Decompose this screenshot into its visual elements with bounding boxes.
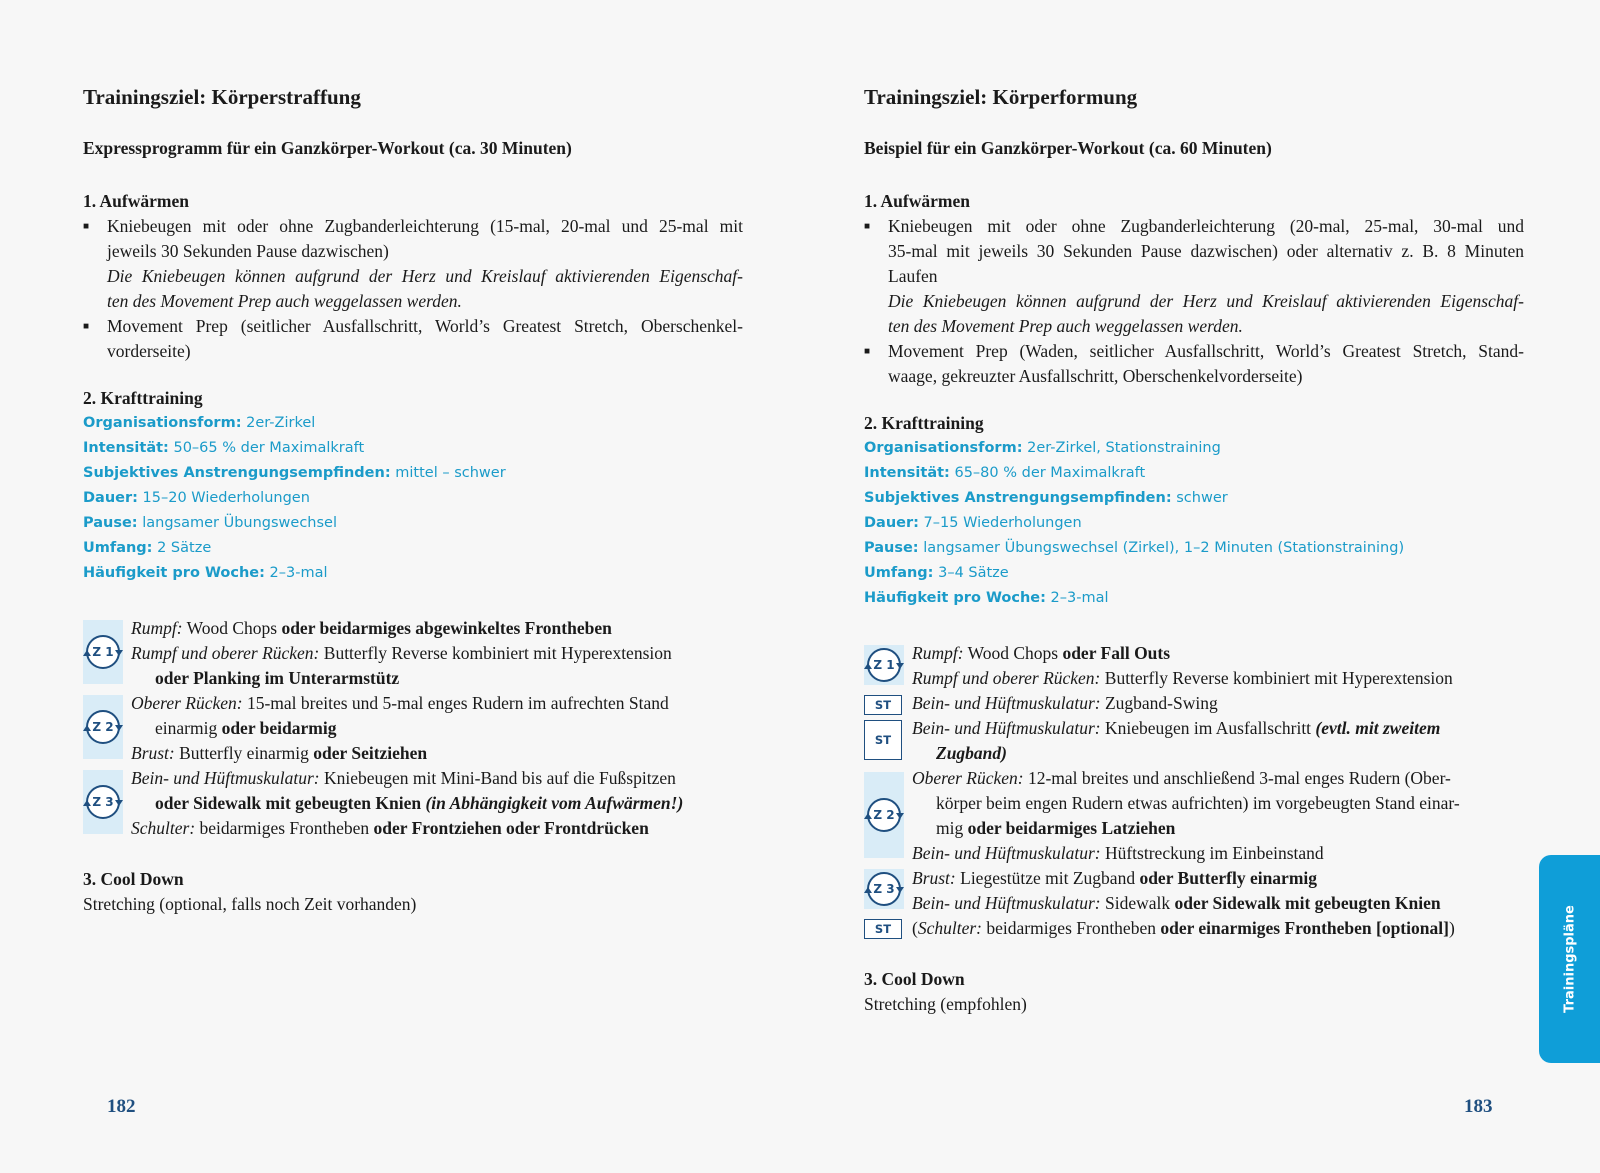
strength-section xyxy=(83,386,743,586)
param-organisation: Organisationsform: 2er-Zirkel xyxy=(83,415,316,431)
exercise-list xyxy=(864,641,1524,941)
exercise-line: oder Sidewalk mit gebeugten Knien (in Abhängigkeit vom Aufwärmen!) xyxy=(155,793,684,813)
text-line: Die Kniebeugen können aufgrund der Herz und Kreislauf aktivierenden Eigenschaf- xyxy=(107,266,743,286)
exercise-line: mig oder beidarmiges Latziehen xyxy=(936,818,1176,838)
page-title: Trainingsziel: Körperformung xyxy=(864,85,1138,109)
param-duration: Dauer: 7–15 Wiederholungen xyxy=(864,515,1082,531)
cooldown-heading: 3. Cool Down xyxy=(864,969,965,989)
param-frequency: Häufigkeit pro Woche: 2–3-mal xyxy=(864,590,1109,606)
bullet-icon: ■ xyxy=(864,346,871,357)
exercise-line: Bein- und Hüftmuskulatur: Zugband-Swing xyxy=(912,693,1218,713)
cooldown-section xyxy=(83,867,743,917)
param-pause: Pause: langsamer Übungswechsel (Zirkel), 1–2 Minuten (Stationstraining) xyxy=(864,540,1405,556)
text-line: 35-mal mit jeweils 30 Sekunden Pause dazwischen) oder alternativ z. B. 8 Minuten xyxy=(888,241,1524,261)
exercise-line: Rumpf und oberer Rücken: Butterfly Reverse kombiniert mit Hyperextension xyxy=(131,643,672,663)
exercise-line: Zugband) xyxy=(936,743,1007,763)
text-line: vorderseite) xyxy=(107,341,191,361)
bullet-icon: ■ xyxy=(83,221,90,232)
circuit-badge-z2 xyxy=(83,695,123,759)
warmup-bullet-2: ■ Movement Prep (Waden, seitlicher Ausfallschritt, World’s Greatest Stretch, Stand- xyxy=(864,339,1524,364)
text-line: waage, gekreuzter Ausfallschritt, Oberschenkelvorderseite) xyxy=(888,366,1303,386)
warmup-heading: 1. Aufwärmen xyxy=(864,191,970,211)
exercise-line: Rumpf und oberer Rücken: Butterfly Reverse kombiniert mit Hyperextension xyxy=(912,668,1453,688)
text-line: jeweils 30 Sekunden Pause dazwischen) xyxy=(107,241,389,261)
param-frequency: Häufigkeit pro Woche: 2–3-mal xyxy=(83,565,328,581)
cooldown-text: Stretching (optional, falls noch Zeit vorhanden) xyxy=(83,894,417,914)
circuit-badge-z1 xyxy=(864,645,904,685)
exercise-line: Schulter: beidarmiges Frontheben oder Frontziehen oder Frontdrücken xyxy=(131,818,649,838)
warmup-section xyxy=(864,189,1524,389)
cooldown-section xyxy=(864,967,1524,1017)
param-volume: Umfang: 2 Sätze xyxy=(83,540,212,556)
param-organisation: Organisationsform: 2er-Zirkel, Stationstraining xyxy=(864,440,1221,456)
warmup-bullet-1: ■ Kniebeugen mit oder ohne Zugbanderleichterung (15-mal, 20-mal und 25-mal mit xyxy=(83,214,743,239)
page-subtitle: Beispiel für ein Ganzkörper-Workout (ca. 60 Minuten) xyxy=(864,138,1272,158)
text-line: Die Kniebeugen können aufgrund der Herz und Kreislauf aktivierenden Eigenschaf- xyxy=(888,291,1524,311)
exercise-line: einarmig oder beidarmig xyxy=(155,718,337,738)
warmup-heading: 1. Aufwärmen xyxy=(83,191,189,211)
text-line: Laufen xyxy=(888,266,938,286)
strength-heading: 2. Krafttraining xyxy=(83,388,203,408)
param-effort: Subjektives Anstrengungsempfinden: schwer xyxy=(864,490,1228,506)
param-volume: Umfang: 3–4 Sätze xyxy=(864,565,1009,581)
param-duration: Dauer: 15–20 Wiederholungen xyxy=(83,490,310,506)
exercise-line: Brust: Butterfly einarmig oder Seitziehen xyxy=(131,743,428,763)
param-intensity: Intensität: 65–80 % der Maximalkraft xyxy=(864,465,1146,481)
warmup-section xyxy=(83,189,743,364)
circuit-z2-icon: Z 2 xyxy=(86,710,120,744)
exercise-line: (Schulter: beidarmiges Frontheben oder einarmiges Frontheben [optional]) xyxy=(912,918,1455,938)
circuit-badge-z2 xyxy=(864,772,904,858)
chapter-tab-label: Trainingspläne xyxy=(1562,905,1577,1013)
circuit-z1-icon: Z 1 xyxy=(867,648,901,682)
exercise-line: körper beim engen Rudern etwas aufrichten) im vorgebeugten Stand einar- xyxy=(936,793,1460,813)
circuit-z2-icon: Z 2 xyxy=(867,798,901,832)
cooldown-heading: 3. Cool Down xyxy=(83,869,184,889)
page-title: Trainingsziel: Körperstraffung xyxy=(83,85,361,109)
warmup-bullet-1: ■ Kniebeugen mit oder ohne Zugbanderleichterung (20-mal, 25-mal, 30-mal und xyxy=(864,214,1524,239)
cooldown-text: Stretching (empfohlen) xyxy=(864,994,1027,1014)
strength-heading: 2. Krafttraining xyxy=(864,413,984,433)
param-intensity: Intensität: 50–65 % der Maximalkraft xyxy=(83,440,365,456)
exercise-line: Oberer Rücken: 15-mal breites und 5-mal enges Rudern im aufrechten Stand xyxy=(131,693,669,713)
exercise-line: Oberer Rücken: 12-mal breites und anschließend 3-mal enges Rudern (Ober- xyxy=(912,768,1451,788)
station-badge: ST xyxy=(864,919,902,939)
exercise-line: Bein- und Hüftmuskulatur: Sidewalk oder Sidewalk mit gebeugten Knien xyxy=(912,893,1441,913)
bullet-icon: ■ xyxy=(83,321,90,332)
exercise-line: Bein- und Hüftmuskulatur: Hüftstreckung im Einbeinstand xyxy=(912,843,1324,863)
warmup-bullet-2: ■ Movement Prep (seitlicher Ausfallschritt, World’s Greatest Stretch, Oberschenkel- xyxy=(83,314,743,339)
page-subtitle: Expressprogramm für ein Ganzkörper-Workout (ca. 30 Minuten) xyxy=(83,138,572,158)
exercise-line: oder Planking im Unterarmstütz xyxy=(155,668,400,688)
page-number: 182 xyxy=(107,1096,136,1117)
exercise-line: Brust: Liegestütze mit Zugband oder Butterfly einarmig xyxy=(912,868,1318,888)
circuit-badge-z3 xyxy=(83,770,123,834)
param-effort: Subjektives Anstrengungsempfinden: mittel – schwer xyxy=(83,465,506,481)
page-number: 183 xyxy=(1464,1096,1493,1117)
text-line: ten des Movement Prep auch weggelassen werden. xyxy=(107,291,462,311)
bullet-icon: ■ xyxy=(864,221,871,232)
station-badge: ST xyxy=(864,695,902,715)
chapter-tab[interactable] xyxy=(1539,855,1600,1063)
strength-section xyxy=(864,411,1524,611)
exercise-list xyxy=(83,616,743,836)
exercise-line: Rumpf: Wood Chops oder beidarmiges abgewinkeltes Frontheben xyxy=(131,618,612,638)
text-line: ten des Movement Prep auch weggelassen werden. xyxy=(888,316,1243,336)
station-badge: ST xyxy=(864,720,902,760)
circuit-badge-z1 xyxy=(83,620,123,684)
circuit-badge-z3 xyxy=(864,869,904,909)
param-pause: Pause: langsamer Übungswechsel xyxy=(83,515,337,531)
circuit-z3-icon: Z 3 xyxy=(867,872,901,906)
exercise-line: Rumpf: Wood Chops oder Fall Outs xyxy=(912,643,1171,663)
exercise-line: Bein- und Hüftmuskulatur: Kniebeugen mit Mini-Band bis auf die Fußspitzen xyxy=(131,768,676,788)
exercise-line: Bein- und Hüftmuskulatur: Kniebeugen im Ausfallschritt (evtl. mit zweitem xyxy=(912,718,1441,738)
circuit-z1-icon: Z 1 xyxy=(86,635,120,669)
circuit-z3-icon: Z 3 xyxy=(86,785,120,819)
